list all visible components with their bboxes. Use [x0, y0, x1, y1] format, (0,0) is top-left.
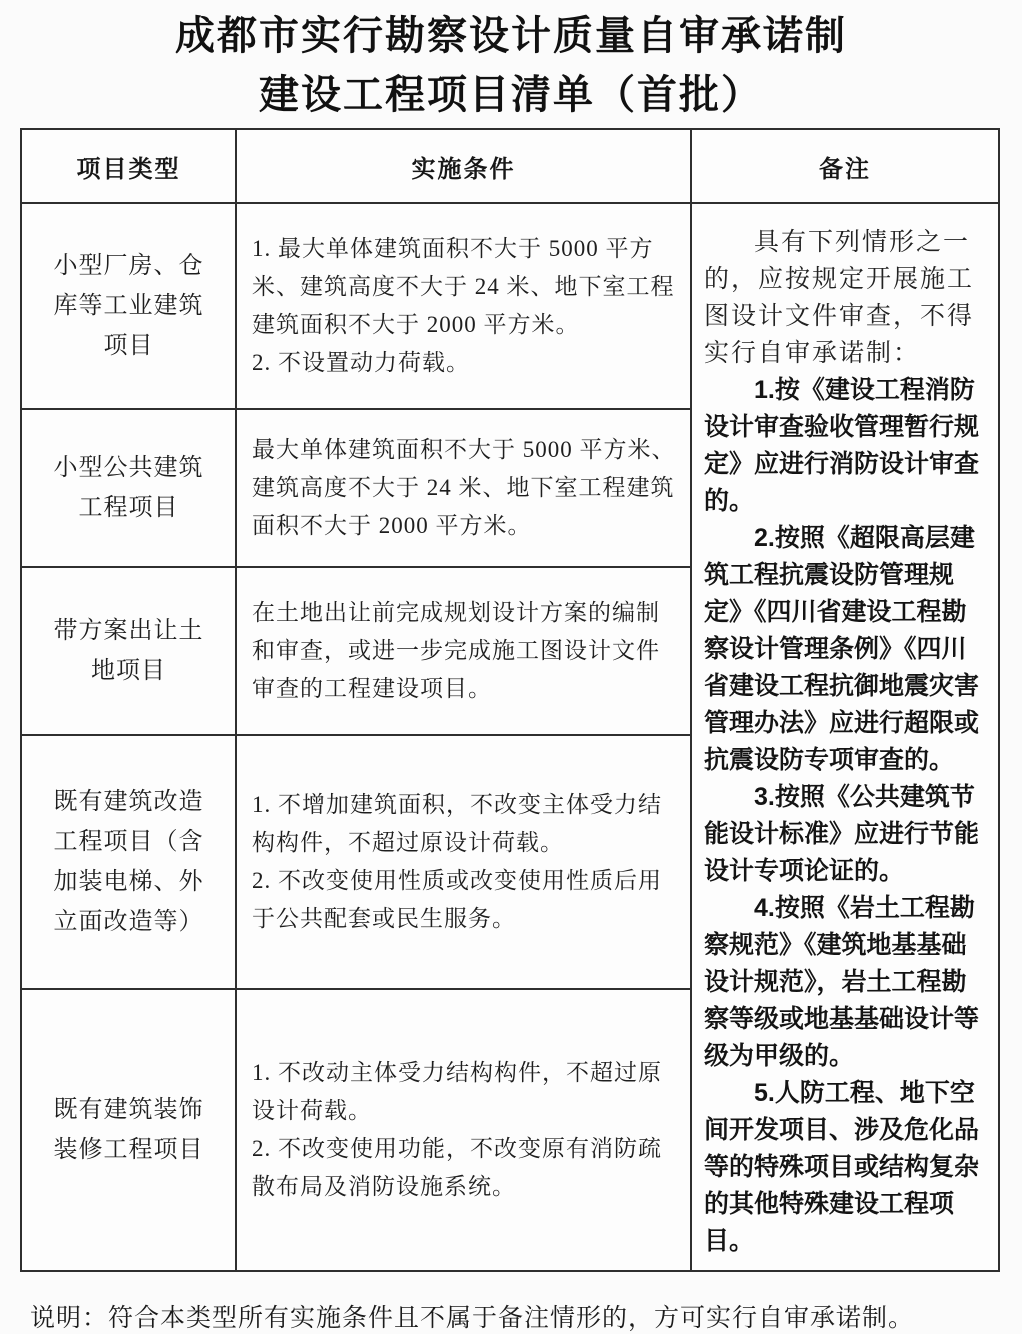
remarks-cell — [691, 203, 999, 1271]
column-header-remarks: 备注 — [691, 129, 999, 203]
document-page — [0, 6, 1022, 1332]
condition-item: 2. 不设置动力荷载。 — [252, 350, 470, 376]
condition-item: 1. 不改动主体受力结构构件，不超过原设计荷载。 — [252, 1060, 662, 1124]
project-type-renovation: 既有建筑改造工程项目（含加装电梯、外立面改造等） — [21, 735, 236, 990]
remarks-intro: 具有下列情形之一的，应按规定开展施工图设计文件审查，不得实行自审承诺制： — [704, 229, 975, 367]
remark-item-2: 2.按照《超限高层建筑工程抗震设防管理规定》《四川省建设工程勘察设计管理条例》《四川省建设工程抗御地震灾害管理办法》应进行超限或抗震设防专项审查的。 — [704, 524, 980, 774]
conditions-industrial — [236, 203, 691, 409]
project-type-decoration: 既有建筑装饰装修工程项目 — [21, 989, 236, 1271]
page-title-line1: 成都市实行勘察设计质量自审承诺制 — [175, 13, 847, 58]
conditions-renovation — [236, 735, 691, 990]
project-type-industrial: 小型厂房、仓库等工业建筑项目 — [21, 203, 236, 409]
condition-item: 2. 不改变使用功能，不改变原有消防疏散布局及消防设施系统。 — [252, 1136, 662, 1200]
condition-item: 在土地出让前完成规划设计方案的编制和审查，或进一步完成施工图设计文件审查的工程建设项目。 — [252, 599, 660, 701]
conditions-public-building — [236, 409, 691, 567]
remark-item-4: 4.按照《岩土工程勘察规范》《建筑地基基础设计规范》，岩土工程勘察等级或地基基础设计等级为甲级的。 — [704, 894, 980, 1070]
page-title — [10, 6, 1012, 124]
condition-item: 最大单体建筑面积不大于 5000 平方米、建筑高度不大于 24 米、地下室工程建筑面积不大于 2000 平方米。 — [252, 437, 676, 539]
conditions-decoration — [236, 989, 691, 1271]
column-header-conditions: 实施条件 — [236, 129, 691, 203]
conditions-land-transfer — [236, 567, 691, 735]
page-title-line2: 建设工程项目清单（首批） — [259, 72, 763, 117]
remark-item-5: 5.人防工程、地下空间开发项目、涉及危化品等的特殊项目或结构复杂的其他特殊建设工程项目。 — [704, 1079, 980, 1255]
project-type-land-transfer: 带方案出让土地项目 — [21, 567, 236, 735]
table-row-industrial — [21, 203, 999, 409]
condition-item: 2. 不改变使用性质或改变使用性质后用于公共配套或民生服务。 — [252, 868, 662, 932]
project-list-table — [20, 128, 1000, 1272]
remark-item-1: 1.按《建设工程消防设计审查验收管理暂行规定》应进行消防设计审查的。 — [704, 376, 980, 515]
column-header-project-type: 项目类型 — [21, 129, 236, 203]
condition-item: 1. 不增加建筑面积，不改变主体受力结构构件，不超过原设计荷载。 — [252, 792, 662, 856]
project-type-public-building: 小型公共建筑工程项目 — [21, 409, 236, 567]
remark-item-3: 3.按照《公共建筑节能设计标准》应进行节能设计专项论证的。 — [704, 783, 980, 885]
condition-item: 1. 最大单体建筑面积不大于 5000 平方米、建筑高度不大于 24 米、地下室工程建筑面积不大于 2000 平方米。 — [252, 236, 675, 338]
footnote: 说明：符合本类型所有实施条件且不属于备注情形的，方可实行自审承诺制。 — [30, 1305, 915, 1332]
table-header-row — [21, 129, 999, 203]
